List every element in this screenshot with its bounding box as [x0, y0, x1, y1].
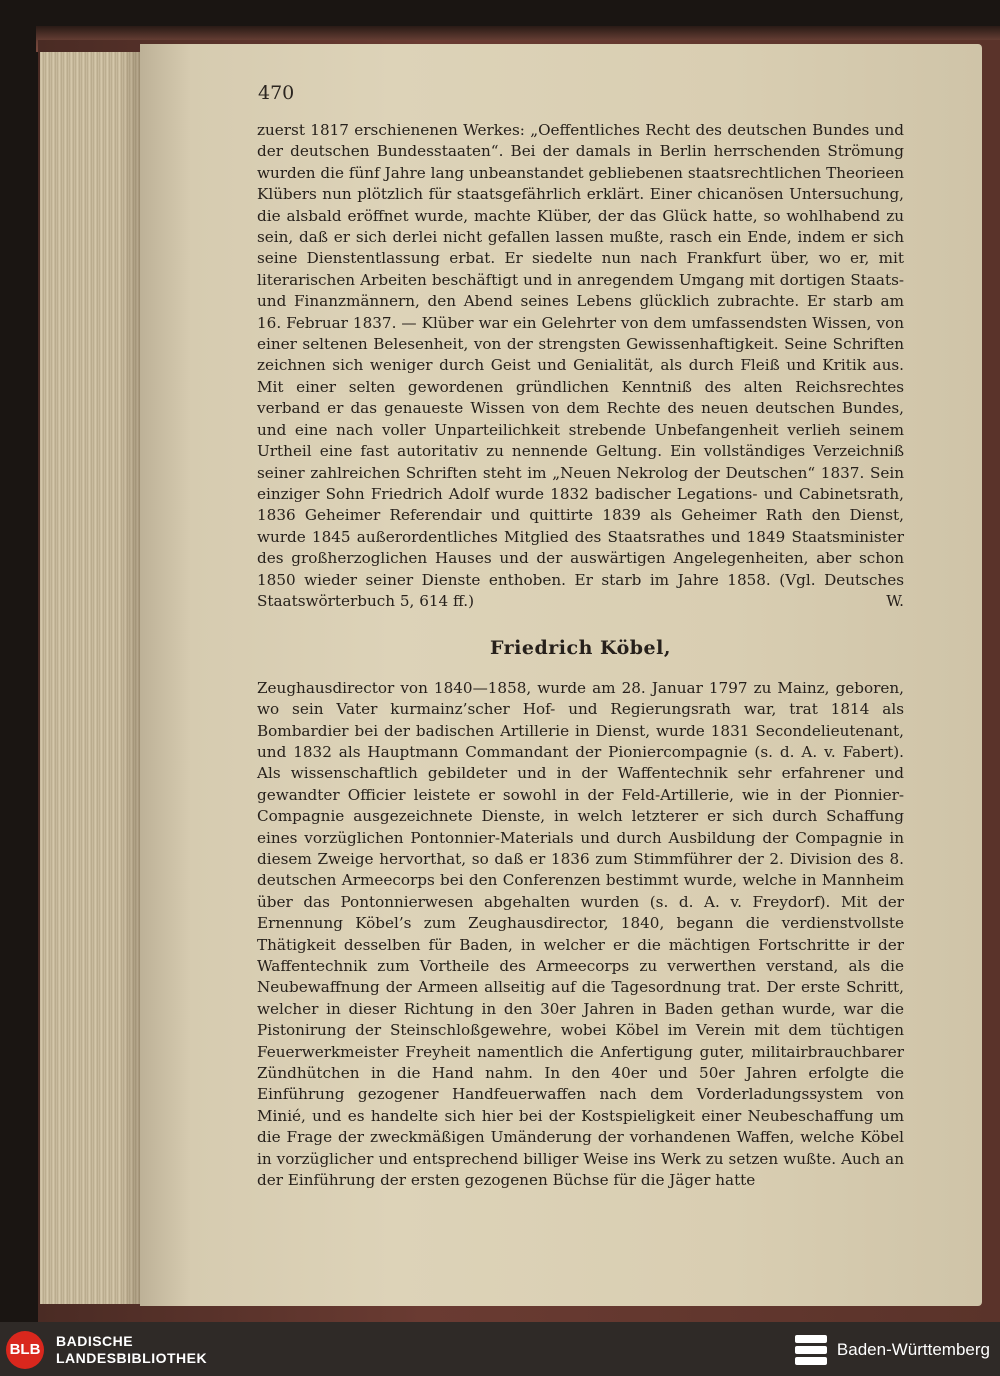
article-heading: Friedrich Köbel, — [490, 637, 671, 660]
lions-crest-icon — [795, 1333, 827, 1367]
page-number: 470 — [258, 82, 295, 104]
paragraph: Zeughausdirector von 1840—1858, wurde am 28. Januar 1797 zu Mainz, geboren, wo sein Vater kurmainz’scher Hof- und Regierungsrath war, trat 1814 als Bombardier bei der badischen Artillerie in Dienst, wurde 1831 Secondelieutenant, und 1832 als Hauptmann Commandant der Pioniercompagnie (s. d. A. v. Fabert). Als wissenschaftlich gebildeter und in der Waffentechnik sehr erfahrener und gewandter Officier leistete er sowohl in der Feld-Artillerie, wie in der Pionnier-Compagnie ausgezeichnete Dienste, in welch letzterer er sich durch Schaffung eines vorzüglichen Pontonnier-Materials und durch Ausbildung der Compagnie in diesem Zweige hervorthat, so daß er 1836 zum Stimmführer der 2. Division des 8. deutschen Armeecorps bei den Conferenzen bestimmt wurde, welche in Mannheim über das Pontonnierwesen abgehalten wurden (s. d. A. v. Freydorf). Mit der Ernennung Köbel’s zum Zeughausdirector, 1840, begann die verdienstvollste Thätigkeit desselben für Baden, in welcher er die mächtigen Fortschritte ir der Waffentechnik zum Vortheile des Armeecorps zu verwerthen verstand, als die Neubewaffnung der Armeen allseitig auf die Tagesordnung trat. Der erste Schritt, welcher in dieser Richtung in den 30er Jahren in Baden gethan wurde, war die Pistonirung der Steinschloßgewehre, wobei Köbel im Verein mit dem tüchtigen Feuerwerkmeister Freyheit namentlich die Anfertigung guter, militairbrauchbarer Zündhütchen in die Hand nahm. In den 40er und 50er Jahren erfolgte die Einführung gezogener Handfeuerwaffen nach dem Vorderladungssystem von Minié, und es handelte sich hier bei der Kostspieligkeit einer Neubeschaffung um die Frage der zweckmäßigen Umänderung der vorhandenen Waffen, welche Köbel in vorzüglicher und entsprechend billiger Weise ins Werk zu setzen wußte. Auch an der Einführung der ersten gezogenen Büchse für die Jäger hatte — [257, 678, 904, 1190]
footer-bar — [0, 1322, 1000, 1376]
library-name-line: LANDESBIBLIOTHEK — [56, 1350, 208, 1366]
state-name: Baden-Württemberg — [836, 1340, 990, 1359]
page-text — [257, 120, 904, 1192]
author-signature: W. — [886, 591, 904, 610]
library-name-line: BADISCHE — [56, 1333, 134, 1349]
paragraph-text: zuerst 1817 erschienenen Werkes: „Oeffentliches Recht des deutschen Bundes und der deutschen Bundesstaaten“. Bei der damals in Berlin herrschenden Strömung wurden die fünf Jahre lang unbeanstandet gebliebenen staatsrechtlichen Theorieen Klübers nun plötzlich für staatsgefährlich erklärt. Einer chicanösen Untersuchung, die alsbald eröffnet wurde, machte Klüber, der das Glück hatte, so wohlhabend zu sein, daß er sich derlei nicht gefallen lassen mußte, rasch ein Ende, indem er sich seine Dienstentlassung erbat. Er siedelte nun nach Frankfurt über, wo er, mit literarischen Arbeiten beschäftigt und in anregendem Umgang mit dortigen Staats- und Finanzmännern, den Abend seines Lebens glücklich zubrachte. Er starb am 16. Februar 1837. — Klüber war ein Gelehrter von dem umfassendsten Wissen, von einer seltenen Belesenheit, von der strengsten Gewissenhaftigkeit. Seine Schriften zeichnen sich weniger durch Geist und Genialität, als durch Fleiß und Kritik aus. Mit einer selten gewordenen gründlichen Kenntniß des alten Reichsrechtes verband er das genaueste Wissen von dem Rechte des neuen deutschen Bundes, und eine nach voller Unparteilichkeit strebende Unbefangenheit verlieh seinem Urtheil eine fast autoritativ zu nennende Geltung. Ein vollständiges Verzeichniß seiner zahlreichen Schriften steht im „Neuen Nekrolog der Deutschen“ 1837. Sein einziger Sohn Friedrich Adolf wurde 1832 badischer Legations- und Cabinetsrath, 1836 Geheimer Referendair und quittirte 1839 als Geheimer Rath den Dienst, wurde 1845 außerordentliches Mitglied des Staatsrathes und 1849 Staatsminister des großherzoglichen Hauses und der auswärtigen Angelegenheiten, aber schon 1850 wieder seiner Dienste enthoben. Er starb im Jahre 1858. (Vgl. Deutsches Staatswörterbuch 5, 614 ff.) — [257, 121, 904, 610]
paragraph — [257, 120, 904, 612]
page-stack-edges — [40, 52, 150, 1304]
state-logo[interactable] — [795, 1332, 990, 1368]
book-page — [140, 44, 982, 1306]
blb-logo[interactable]: BLB — [6, 1331, 44, 1369]
library-name — [56, 1333, 207, 1367]
